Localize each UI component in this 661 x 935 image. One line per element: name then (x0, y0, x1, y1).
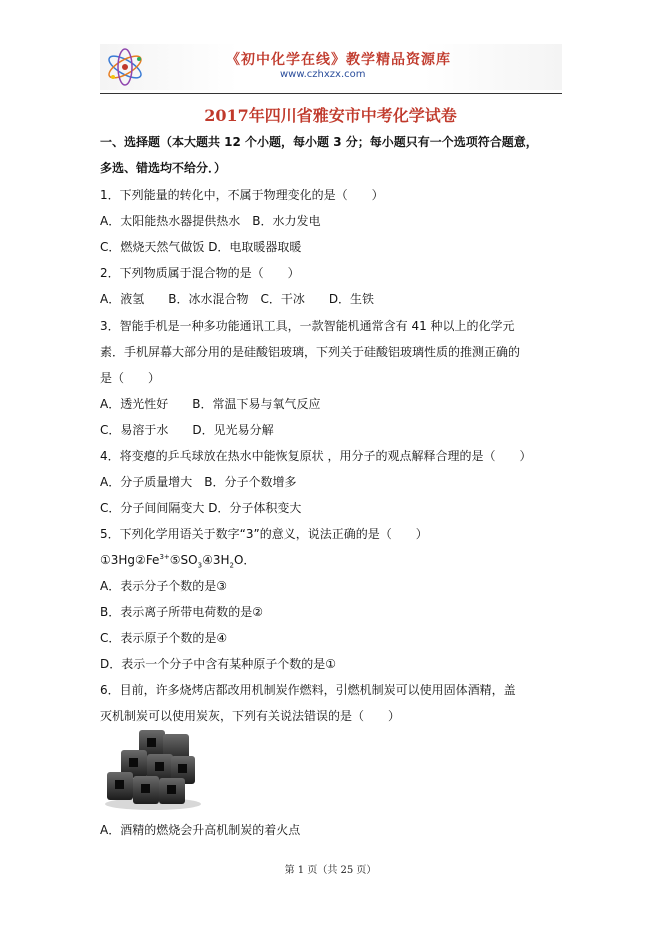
question-5-stem: 5．下列化学用语关于数字“3”的意义，说法正确的是（ ） (100, 527, 428, 541)
section-heading-line-2: 多选、错选均不给分．） (100, 161, 227, 175)
question-2-stem: 2．下列物质属于混合物的是（ ） (100, 266, 300, 280)
question-4-stem: 4．将变瘪的乒乓球放在热水中能恢复原状 ，用分子的观点解释合理的是（ ） (100, 449, 532, 463)
question-5-option-a: A．表示分子个数的是③ (100, 579, 227, 593)
formula-part-4-subscript: 2 (229, 561, 234, 570)
charcoal-briquettes-image (101, 724, 202, 812)
banner-url: www.czhxzx.com (280, 69, 366, 80)
formula-part-4-tail: O． (233, 553, 256, 567)
question-1-stem: 1．下列能量的转化中，不属于物理变化的是（ ） (100, 188, 384, 202)
formula-marker-3: ⑤ (169, 553, 181, 567)
question-5-option-d: D．表示一个分子中含有某种原子个数的是① (100, 657, 336, 671)
question-5-option-b: B．表示离子所带电荷数的是② (100, 605, 263, 619)
question-3-stem-line-1: 3．智能手机是一种多功能通讯工具，一款智能机通常含有 41 种以上的化学元 (100, 319, 515, 333)
question-3-stem-line-2: 素．手机屏幕大部分用的是硅酸铝玻璃，下列关于硅酸铝玻璃性质的推测正确的 (100, 345, 521, 359)
question-3-stem-line-3: 是（ ） (100, 371, 161, 385)
question-4-option-cd: C．分子间间隔变大 D．分子体积变大 (100, 501, 302, 515)
question-1-option-cd: C．燃烧天然气做饭 D．电取暖器取暖 (100, 240, 302, 254)
section-heading-line-1: 一、选择题（本大题共 12 个小题，每小题 3 分；每小题只有一个选项符合题意， (100, 135, 538, 149)
page-footer: 第 1 页（共 25 页） (284, 865, 377, 876)
formula-part-3: SO (180, 553, 198, 567)
page-title: 2017年四川省雅安市中考化学试卷 (204, 106, 457, 125)
formula-marker-2: ② (135, 553, 146, 567)
header-divider (100, 93, 562, 94)
atom-logo-icon (103, 47, 147, 87)
formula-marker-4: ④ (202, 553, 213, 567)
formula-part-3-subscript: 3 (197, 561, 203, 570)
question-5-formula (100, 552, 255, 573)
question-4-option-ab: A．分子质量增大 B．分子个数增多 (100, 475, 297, 489)
formula-part-1: 3Hg (110, 553, 136, 567)
formula-part-2: Fe (145, 553, 160, 567)
question-1-option-ab: A．太阳能热水器提供热水 B．水力发电 (100, 214, 321, 228)
formula-marker-1: ① (100, 553, 111, 567)
formula-part-4: 3H (212, 553, 230, 567)
question-6-stem-line-2: 灭机制炭可以使用炭灰，下列有关说法错误的是（ ） (100, 709, 401, 723)
formula-part-2-superscript: 3+ (159, 553, 170, 561)
question-3-option-cd: C．易溶于水 D．见光易分解 (100, 423, 274, 437)
question-2-options: A．液氢 B．冰水混合物 C．干冰 D．生铁 (100, 292, 375, 306)
question-6-stem-line-1: 6．目前，许多烧烤店都改用机制炭作燃料，引燃机制炭可以使用固体酒精，盖 (100, 683, 516, 697)
question-3-option-ab: A．透光性好 B．常温下易与氧气反应 (100, 397, 321, 411)
question-6-option-a: A．酒精的燃烧会升高机制炭的着火点 (100, 823, 301, 837)
banner-title: 《初中化学在线》教学精品资源库 (226, 52, 451, 68)
question-5-option-c: C．表示原子个数的是④ (100, 631, 228, 645)
